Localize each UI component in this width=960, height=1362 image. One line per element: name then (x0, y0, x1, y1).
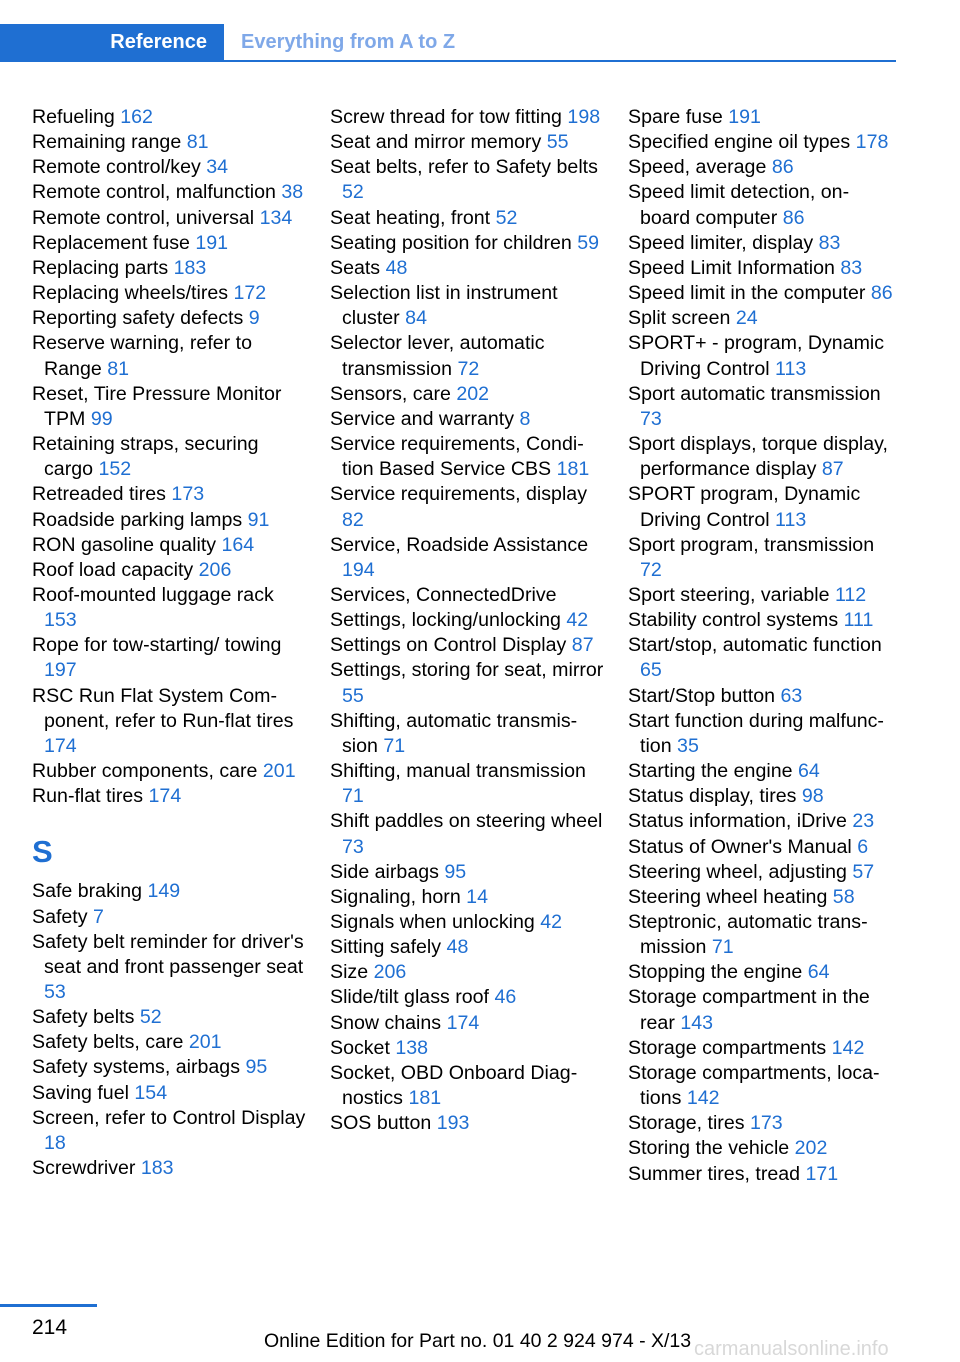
index-entry (628, 281, 898, 306)
index-entry (330, 759, 605, 809)
index-entry-term: Storing the vehicle (628, 1137, 790, 1160)
index-entry-term: Safety belts, care (32, 1031, 184, 1054)
index-page-link[interactable]: 72 (457, 357, 480, 380)
index-entry (330, 910, 605, 935)
index-page-link[interactable]: 174 (446, 1011, 480, 1034)
index-page-link[interactable]: 98 (801, 785, 824, 808)
index-entry (330, 1011, 605, 1036)
index-page-link[interactable]: 48 (385, 256, 408, 279)
index-entry-term: Sensors, care (330, 382, 451, 405)
index-entry-term: Service requirements, Condition Based Service CBS (330, 433, 584, 481)
index-entry (32, 558, 307, 583)
index-entry-term: Remote control, malfunction (32, 181, 276, 204)
index-entry-term: Seat heating, front (330, 206, 491, 229)
index-entry (628, 709, 898, 759)
index-entry (628, 432, 898, 482)
index-page-link[interactable]: 99 (90, 407, 113, 430)
index-entry-term: Settings, locking/unlocking (330, 609, 561, 632)
index-entry-term: Side airbags (330, 860, 439, 883)
index-entry (32, 1081, 307, 1106)
index-entry-term: Shifting, manual transmission (330, 760, 586, 783)
index-entry-term: Start/Stop button (628, 684, 776, 707)
index-entry-term: Service requirements, display (330, 483, 588, 506)
index-page-link[interactable]: 113 (775, 508, 807, 531)
index-entry (32, 155, 307, 180)
index-entry (330, 809, 605, 859)
index-entry (32, 930, 307, 1005)
index-page-link[interactable]: 59 (577, 231, 600, 254)
index-page-link[interactable]: 86 (771, 156, 794, 179)
index-page-link[interactable]: 152 (98, 458, 132, 481)
index-entry (330, 583, 605, 608)
index-entry (628, 155, 898, 180)
index-entry (628, 633, 898, 683)
index-page-link[interactable]: 18 (44, 1131, 66, 1154)
index-entry (32, 784, 307, 809)
index-page-link[interactable]: 48 (446, 936, 469, 959)
section-tab-reference: Reference (0, 24, 224, 60)
index-page-link[interactable]: 55 (342, 684, 364, 707)
index-entry-term: Selector lever, automatic transmission (330, 332, 545, 380)
index-entry-term: Retreaded tires (32, 483, 166, 506)
index-page-link[interactable]: 52 (139, 1006, 162, 1029)
index-entry (628, 331, 898, 381)
index-entry (628, 256, 898, 281)
index-page-link[interactable]: 73 (640, 407, 662, 430)
index-page-link[interactable]: 202 (794, 1137, 828, 1160)
index-entry-term: Slide/tilt glass roof (330, 986, 489, 1009)
page-header (0, 24, 896, 62)
index-page-link[interactable]: 164 (221, 533, 255, 556)
index-page-link[interactable]: 95 (444, 860, 467, 883)
index-letter-heading: S (32, 834, 53, 870)
watermark: carmanualsonline.info (694, 1338, 889, 1360)
index-entry (32, 759, 307, 784)
index-page-link[interactable]: 173 (749, 1112, 783, 1135)
index-entry (330, 1111, 605, 1136)
index-page-link[interactable]: 87 (571, 634, 594, 657)
index-entry-term: Status information, iDrive (628, 810, 847, 833)
index-entry-term: Settings on Control Display (330, 634, 567, 657)
index-entry (32, 1106, 307, 1156)
index-entry-term: Service and warranty (330, 407, 515, 430)
index-page-link[interactable]: 181 (556, 458, 590, 481)
index-entry-term: Seating position for children (330, 231, 572, 254)
index-page-link[interactable]: 206 (373, 961, 407, 984)
index-entry (628, 105, 898, 130)
index-entry-term: SPORT program, Dynamic Driving Control (628, 483, 861, 531)
index-page-link[interactable]: 65 (640, 659, 662, 682)
index-entry-term: Safety systems, airbags (32, 1056, 240, 1079)
index-column-2 (330, 105, 605, 1136)
edition-note: Online Edition for Part no. 01 40 2 924 974 - X/13 (264, 1330, 692, 1352)
index-entry-term: Steptronic, automatic transmission (628, 911, 868, 959)
index-entry-term: Reporting safety defects (32, 307, 244, 330)
index-entry-term: Start/stop, automatic function (628, 634, 882, 657)
index-entry (628, 784, 898, 809)
index-entry-term: Shifting, automatic transmission (330, 709, 578, 757)
index-page-link[interactable]: 149 (147, 880, 181, 903)
index-entry (628, 1162, 898, 1187)
header-rule (0, 60, 896, 62)
index-entry (330, 658, 605, 708)
index-entry-term: Socket, OBD Onboard Diagnostics (330, 1061, 578, 1110)
index-entry-term: Storage compartments (628, 1036, 827, 1059)
index-entry-term: SPORT+ - program, Dynamic Driving Control (628, 332, 885, 380)
index-entry (628, 231, 898, 256)
index-entry-term: Safe braking (32, 880, 143, 903)
index-page-link[interactable]: 206 (198, 558, 232, 581)
index-page-link[interactable]: 72 (640, 558, 662, 581)
index-entry (32, 879, 307, 904)
index-page-link[interactable]: 6 (857, 835, 869, 858)
index-entry-term: Sport steering, variable (628, 583, 830, 606)
page-number: 214 (32, 1316, 68, 1339)
index-entry (330, 281, 605, 331)
index-entry (330, 382, 605, 407)
index-page-link[interactable]: 201 (188, 1031, 222, 1054)
index-entry (628, 608, 898, 633)
index-entry (330, 482, 605, 532)
index-entry-term: Shift paddles on steering wheel (330, 810, 603, 833)
index-entry-term: Reset, Tire Pressure Monitor TPM (32, 382, 282, 430)
index-page-link[interactable]: 57 (852, 860, 875, 883)
index-entry (32, 281, 307, 306)
index-page-link[interactable]: 198 (567, 106, 601, 128)
index-entry-term: Speed, average (628, 156, 767, 179)
index-page-link[interactable]: 183 (173, 256, 207, 279)
index-entry (330, 608, 605, 633)
index-entry-term: Size (330, 961, 369, 984)
index-entry-term: Sport program, transmission (628, 533, 875, 556)
index-page-link[interactable]: 87 (821, 458, 844, 481)
index-entry (32, 256, 307, 281)
index-entry (330, 105, 605, 130)
index-page-link[interactable]: 143 (680, 1011, 714, 1034)
index-entry (32, 533, 307, 558)
index-page-link[interactable]: 83 (818, 231, 841, 254)
index-entry (32, 684, 307, 759)
index-entry (628, 985, 898, 1035)
index-entry-term: Service, Roadside Assistance (330, 533, 589, 556)
index-entry (330, 633, 605, 658)
index-entry-term: Storage, tires (628, 1112, 745, 1135)
index-entry-term: Steering wheel heating (628, 885, 828, 908)
index-entry (330, 860, 605, 885)
index-entry (330, 407, 605, 432)
index-page-link[interactable]: 142 (686, 1087, 720, 1110)
index-entry (330, 155, 605, 205)
index-page-link[interactable]: 53 (44, 981, 66, 1003)
index-entry-term: Saving fuel (32, 1081, 129, 1104)
index-page-link[interactable]: 142 (831, 1036, 865, 1059)
index-page-link[interactable]: 171 (805, 1162, 839, 1185)
index-entry (628, 306, 898, 331)
index-page-link[interactable]: 197 (44, 659, 77, 682)
index-entry (32, 633, 307, 683)
index-column-3 (628, 105, 898, 1187)
index-entry (32, 331, 307, 381)
index-entry-term: SOS button (330, 1112, 432, 1135)
index-entry-term: Spare fuse (628, 106, 723, 128)
index-page-link[interactable]: 183 (140, 1157, 174, 1180)
index-page-link[interactable]: 91 (247, 508, 270, 531)
index-entry (32, 508, 307, 533)
index-entry-term: Selection list in instrument cluster (330, 282, 558, 330)
index-entry-term: Signals when unlocking (330, 911, 535, 933)
index-page-link[interactable]: 58 (832, 885, 855, 908)
index-entry (628, 809, 898, 834)
index-page-link[interactable]: 86 (870, 282, 893, 305)
index-entry (32, 231, 307, 256)
index-entry-term: Replacing parts (32, 256, 169, 279)
index-entry-term: Start function during malfunction (628, 709, 884, 757)
index-entry-term: Speed Limit Information (628, 256, 835, 279)
index-entry-term: Sport displays, torque display, performance display (628, 433, 888, 481)
index-entry-term: Sport automatic transmission (628, 382, 881, 405)
index-entry-term: Seat belts, refer to Safety belts (330, 156, 598, 179)
index-entry (628, 860, 898, 885)
index-page-link[interactable]: 82 (342, 508, 364, 531)
index-column-1 (32, 105, 307, 1181)
index-entry-term: Remote control/key (32, 156, 201, 179)
index-entry-term: Steering wheel, adjusting (628, 860, 847, 883)
index-entry-term: Sitting safely (330, 936, 442, 959)
index-page-link[interactable]: 191 (728, 106, 761, 128)
index-entry (32, 1055, 307, 1080)
index-entry (32, 432, 307, 482)
index-entry-term: Remote control, universal (32, 206, 255, 229)
index-entry-term: Seat and mirror memory (330, 131, 542, 154)
index-page-link[interactable]: 174 (148, 785, 182, 808)
index-page-link[interactable]: 71 (711, 936, 734, 959)
index-entry-term: Safety (32, 905, 88, 928)
index-entry (628, 835, 898, 860)
index-page-link[interactable]: 81 (107, 357, 129, 380)
index-entry-term: Summer tires, tread (628, 1162, 801, 1185)
index-entry (32, 905, 307, 930)
index-entry-term: Roof-mounted luggage rack (32, 583, 274, 606)
index-entry (628, 533, 898, 583)
index-entry-term: Safety belt reminder for driver's seat and front passenger seat (32, 930, 304, 978)
index-entry-term: Seats (330, 256, 381, 279)
index-page-link[interactable]: 46 (494, 986, 517, 1009)
index-entry (628, 382, 898, 432)
index-entry (628, 960, 898, 985)
index-page-link[interactable]: 52 (495, 206, 518, 229)
index-entry-term: Storage compartment in the rear (628, 986, 870, 1034)
index-page-link[interactable]: 202 (456, 382, 490, 405)
index-page-link[interactable]: 14 (466, 885, 488, 908)
index-entry (628, 759, 898, 784)
index-entry (628, 1061, 898, 1111)
index-entry-term: Speed limit detection, on-board computer (628, 181, 850, 229)
index-page-link[interactable]: 71 (342, 785, 364, 808)
index-entry (32, 482, 307, 507)
index-page-link[interactable]: 173 (171, 483, 205, 506)
index-page-link[interactable]: 194 (342, 558, 375, 581)
index-page-link[interactable]: 154 (134, 1081, 168, 1104)
index-entry (330, 960, 605, 985)
index-entry (628, 1036, 898, 1061)
index-page-link[interactable]: 162 (120, 106, 153, 128)
index-page-link[interactable]: 83 (840, 256, 863, 279)
index-entry-term: Rubber components, care (32, 760, 258, 783)
index-page-link[interactable]: 193 (436, 1112, 470, 1135)
index-entry (32, 1030, 307, 1055)
index-entry-term: Run-flat tires (32, 785, 144, 808)
index-entry-term: Status of Owner's Manual (628, 835, 852, 858)
index-page-link[interactable]: 42 (566, 609, 589, 632)
index-page-link[interactable]: 7 (93, 905, 104, 928)
index-page-link[interactable]: 23 (852, 810, 875, 833)
index-page-link[interactable]: 95 (245, 1056, 268, 1079)
index-entry (32, 180, 307, 205)
index-entry (32, 1005, 307, 1030)
index-entry (32, 1156, 307, 1181)
index-entry (628, 583, 898, 608)
index-page-link[interactable]: 64 (797, 760, 820, 783)
index-page-link[interactable]: 138 (395, 1036, 429, 1059)
index-page-link[interactable]: 8 (519, 407, 531, 430)
index-entry-term: Reserve warning, refer to Range (32, 332, 252, 380)
index-entry (330, 1036, 605, 1061)
index-entry-term: Snow chains (330, 1011, 442, 1034)
index-entry-term: Settings, storing for seat, mirror (330, 659, 604, 682)
index-page-link[interactable]: 73 (342, 835, 364, 858)
index-entry (330, 885, 605, 910)
index-entry (330, 331, 605, 381)
index-page-link[interactable]: 178 (855, 131, 889, 154)
index-entry (330, 935, 605, 960)
index-entry-term: Speed limit in the computer (628, 282, 866, 305)
index-entry-term: Refueling (32, 106, 115, 128)
index-page-link[interactable]: 84 (405, 307, 427, 330)
index-entry (628, 1111, 898, 1136)
index-page-link[interactable]: 172 (233, 282, 267, 305)
index-page-link[interactable]: 52 (342, 181, 364, 204)
index-entry-term: Roadside parking lamps (32, 508, 243, 531)
index-entry (330, 1061, 605, 1111)
index-entry (32, 105, 307, 130)
index-page-link[interactable]: 38 (281, 181, 304, 204)
index-page-link[interactable]: 153 (44, 609, 77, 632)
index-entry-term: Signaling, horn (330, 885, 461, 908)
index-page-link[interactable]: 191 (195, 231, 229, 254)
index-page-link[interactable]: 112 (834, 583, 867, 606)
index-entry-term: Screw thread for tow fitting (330, 106, 562, 128)
index-entry-term: Screwdriver (32, 1157, 136, 1180)
index-entry (330, 985, 605, 1010)
index-entry-term: Socket (330, 1036, 390, 1059)
index-page-link[interactable]: 201 (262, 760, 296, 783)
index-entry-term: RON gasoline quality (32, 533, 217, 556)
index-page-link[interactable]: 113 (775, 357, 807, 380)
chapter-tab-everything-a-z: Everything from A to Z (241, 30, 456, 53)
index-page-link[interactable]: 134 (259, 206, 293, 229)
index-entry (628, 910, 898, 960)
index-entry-term: Speed limiter, display (628, 231, 814, 254)
index-entry-term: Screen, refer to Control Display (32, 1106, 306, 1129)
index-entry-term: Replacement fuse (32, 231, 190, 254)
index-entry (32, 306, 307, 331)
index-entry-term: Safety belts (32, 1006, 135, 1029)
index-entry-term: Specified engine oil types (628, 131, 851, 154)
index-page-link[interactable]: 24 (735, 307, 758, 330)
index-entry-term: Services, ConnectedDrive (330, 583, 557, 606)
footer-rule (0, 1304, 97, 1307)
index-entry (330, 130, 605, 155)
index-entry-term: Stability control systems (628, 609, 839, 632)
index-entry (32, 206, 307, 231)
index-page-link[interactable]: 35 (677, 734, 699, 757)
index-page-link[interactable]: 63 (780, 684, 803, 707)
index-page-link[interactable]: 81 (186, 131, 209, 154)
index-page-link[interactable]: 86 (782, 206, 805, 229)
index-entry (330, 231, 605, 256)
index-entry-term: Starting the engine (628, 760, 793, 783)
index-page-link[interactable]: 64 (807, 961, 830, 984)
index-entry (628, 885, 898, 910)
index-entry-term: Split screen (628, 307, 731, 330)
index-page-link[interactable]: 181 (408, 1087, 442, 1110)
index-entry-term: Retaining straps, securing cargo (32, 433, 259, 481)
index-entry (330, 206, 605, 231)
index-entry-term: Storage compartments, locations (628, 1061, 880, 1110)
index-entry-term: Stopping the engine (628, 961, 803, 984)
index-entry (330, 533, 605, 583)
index-entry (628, 180, 898, 230)
index-entry (330, 432, 605, 482)
index-entry (628, 482, 898, 532)
index-entry (32, 382, 307, 432)
index-entry-term: Status display, tires (628, 785, 797, 808)
index-entry-term: Replacing wheels/tires (32, 282, 229, 305)
index-entry (32, 583, 307, 633)
index-entry-term: Remaining range (32, 131, 182, 154)
index-entry-term: Roof load capacity (32, 558, 194, 581)
index-entry (628, 130, 898, 155)
index-page-link[interactable]: 71 (383, 734, 406, 757)
index-entry-term: Rope for tow-starting/ towing (32, 634, 282, 657)
index-page-link[interactable]: 55 (546, 131, 569, 154)
index-entry (330, 709, 605, 759)
index-entry-term: RSC Run Flat System Component, refer to Run-flat tires (32, 684, 294, 732)
index-page-link[interactable]: 42 (540, 911, 563, 933)
index-page-link[interactable]: 174 (44, 734, 77, 757)
index-entry (330, 256, 605, 281)
index-page-link[interactable]: 111 (843, 609, 874, 632)
index-page-link[interactable]: 34 (206, 156, 229, 179)
index-entry (32, 130, 307, 155)
index-entry (628, 684, 898, 709)
index-entry (628, 1136, 898, 1161)
index-page-link[interactable]: 9 (248, 307, 260, 330)
